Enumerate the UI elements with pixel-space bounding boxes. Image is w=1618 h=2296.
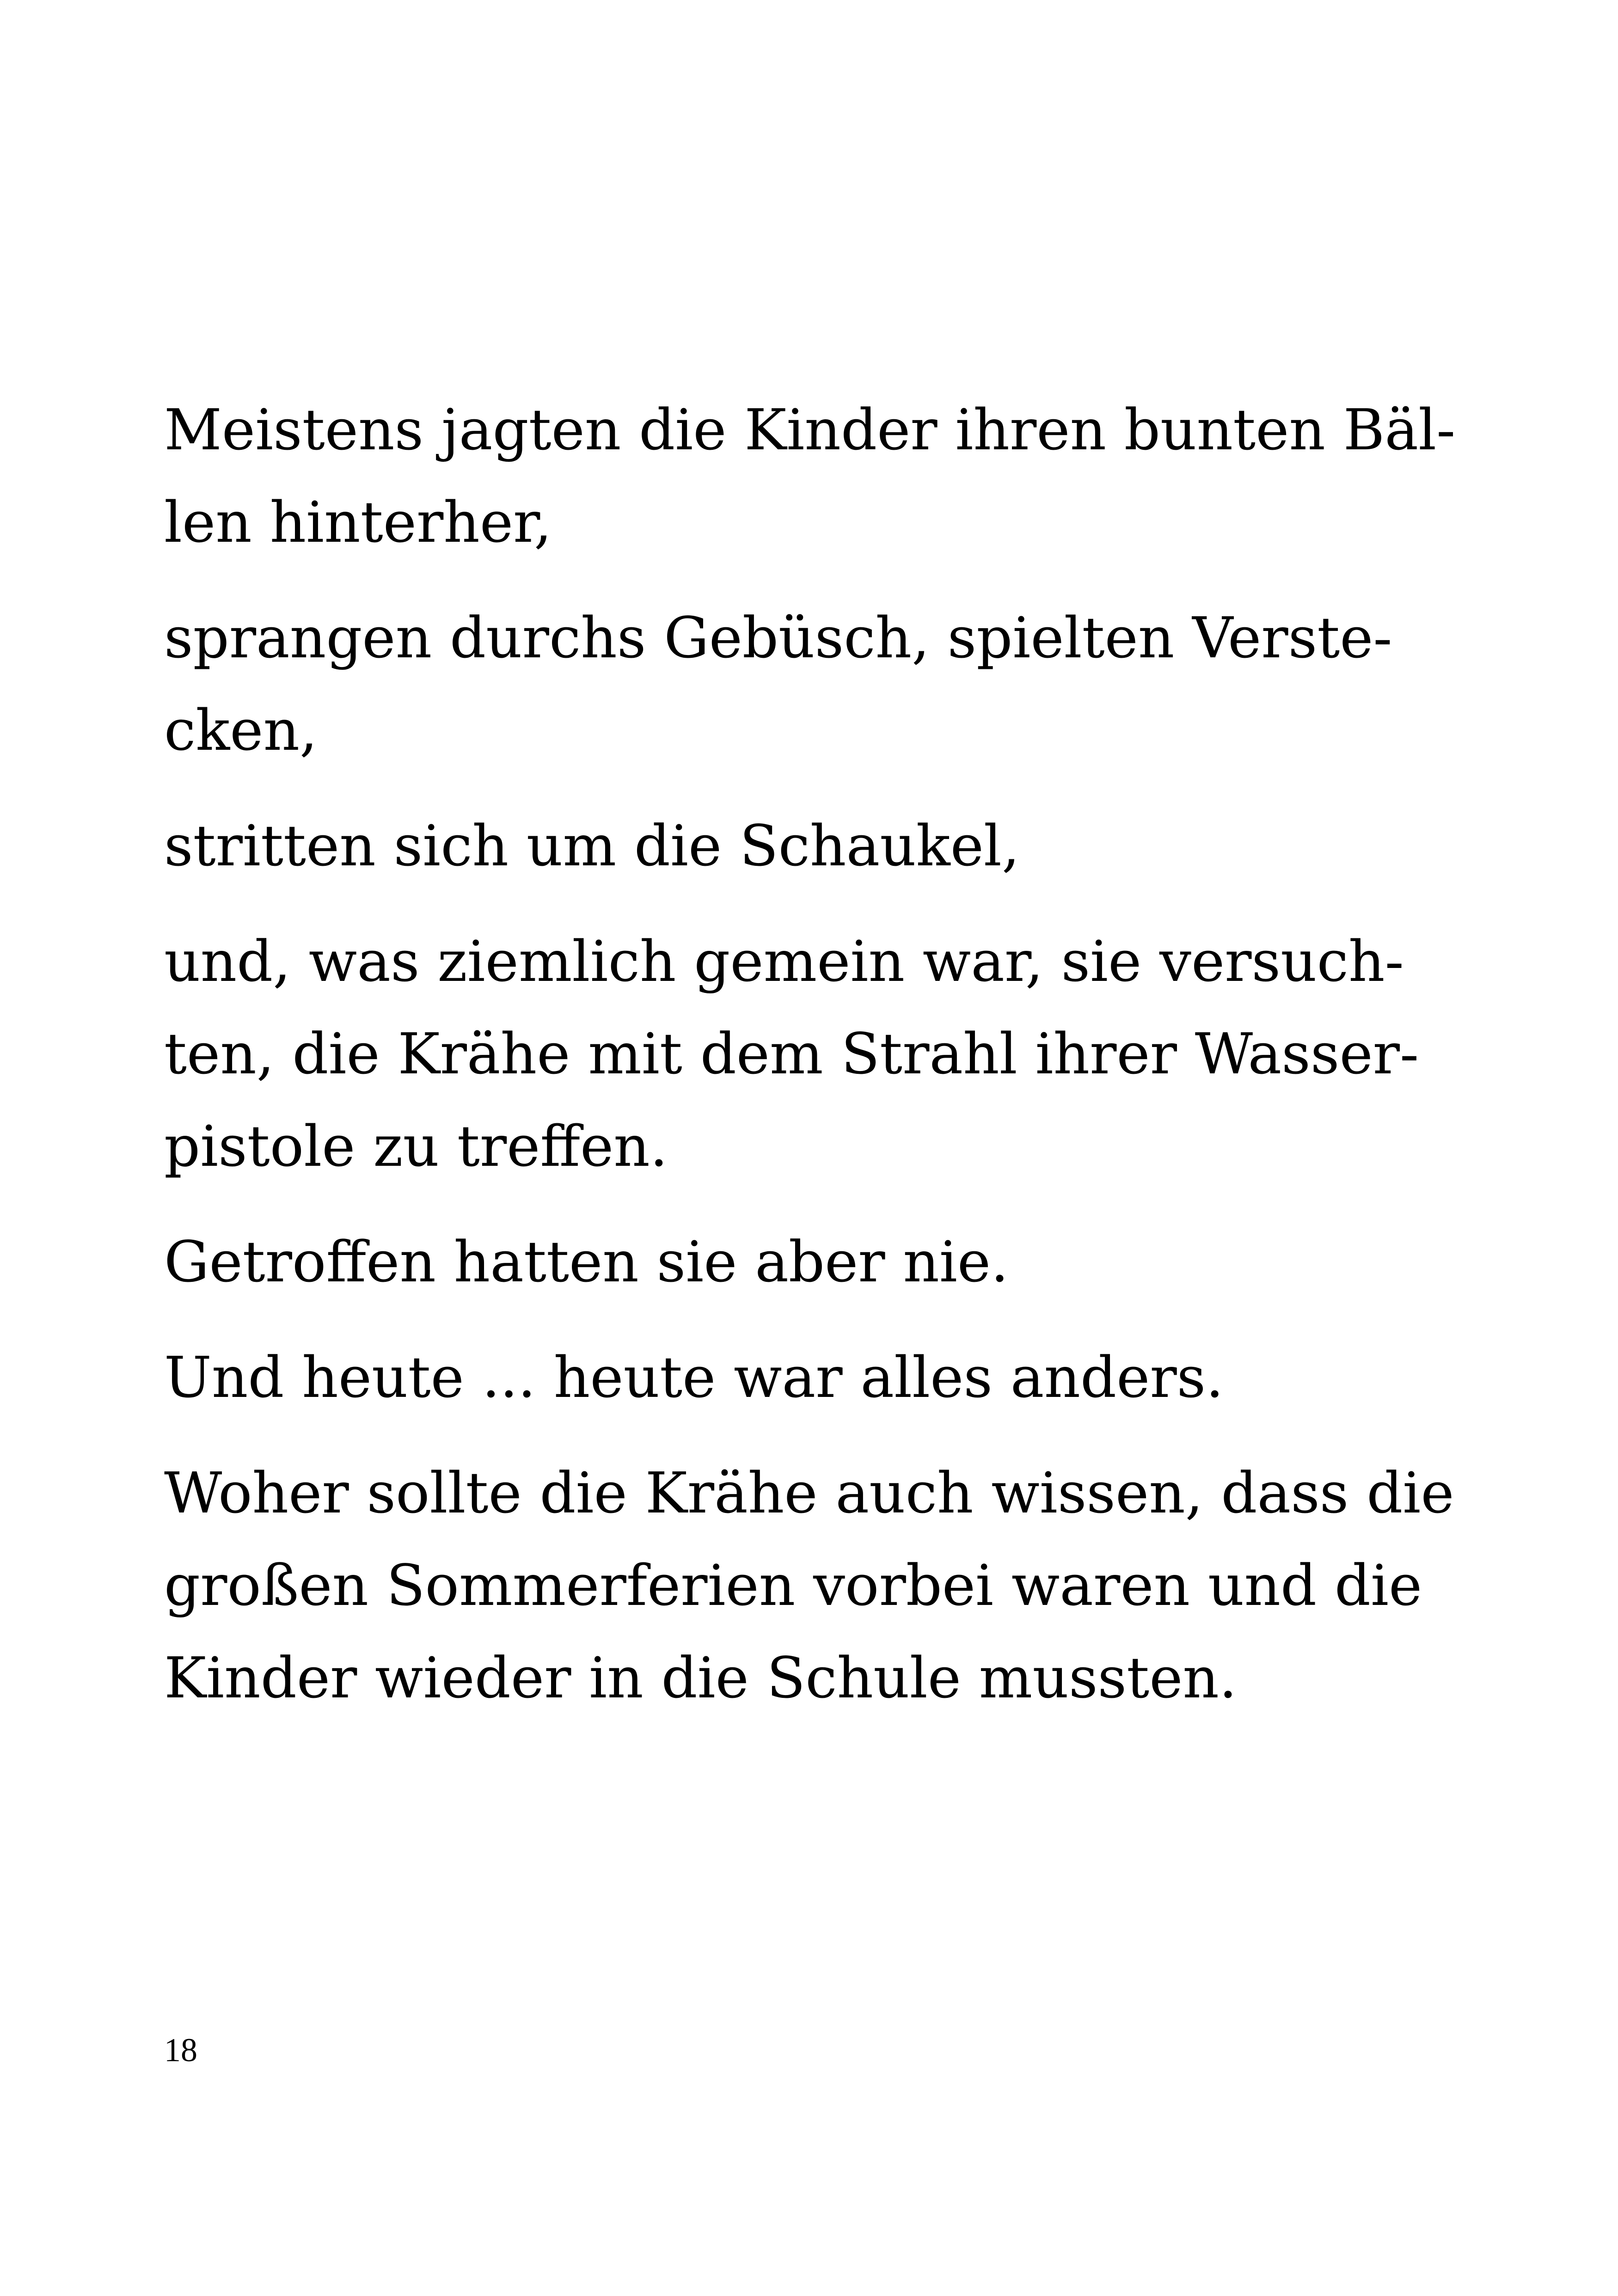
text-line: sprangen durchs Gebüsch, spielten Verste- <box>164 605 1392 671</box>
text-line: großen Sommerferien vorbei waren und die <box>164 1553 1422 1618</box>
paragraph <box>164 1447 1454 1724</box>
text-line: Und heute ... heute war alles anders. <box>164 1345 1224 1410</box>
text-line: stritten sich um die Schaukel, <box>164 813 1020 879</box>
page-number: 18 <box>164 2032 197 2069</box>
paragraph <box>164 384 1456 569</box>
paragraph <box>164 1216 1422 1308</box>
text-line: cken, <box>164 698 318 763</box>
paragraph <box>164 800 1422 892</box>
text-line: und, was ziemlich gemein war, sie versuch- <box>164 929 1404 994</box>
text-line: Meistens jagten die Kinder ihren bunten Bäl- <box>164 397 1456 463</box>
text-line: ten, die Krähe mit dem Strahl ihrer Wasser- <box>164 1021 1419 1087</box>
paragraph <box>164 592 1422 777</box>
text-line: Getroffen hatten sie aber nie. <box>164 1229 1009 1295</box>
text-line: len hinterher, <box>164 490 552 555</box>
text-line: Kinder wieder in die Schule mussten. <box>164 1645 1237 1711</box>
body-text <box>164 384 1456 1747</box>
text-line: pistole zu treffen. <box>164 1114 668 1179</box>
paragraph <box>164 915 1422 1193</box>
paragraph <box>164 1331 1422 1424</box>
text-line: Woher sollte die Krähe auch wissen, dass die <box>164 1460 1454 1526</box>
